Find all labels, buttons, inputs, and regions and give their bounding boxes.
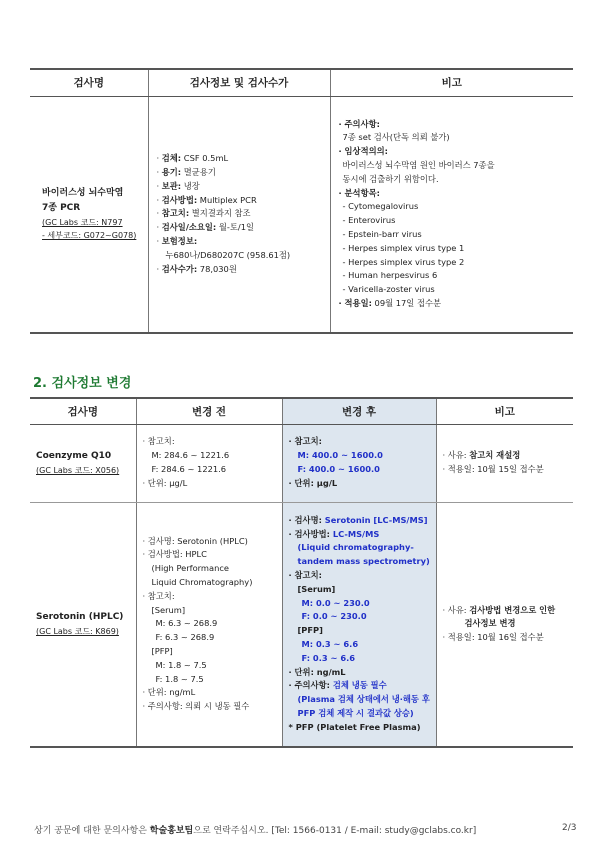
bullet: ·: [156, 222, 162, 233]
info-line: [157, 166, 322, 180]
after-value: M: 0.0 ~ 230.0: [301, 597, 370, 608]
after-value: PFP 검체 제작 시 결과값 상승): [297, 708, 414, 719]
after-line: [289, 583, 430, 597]
after-line: [289, 693, 430, 707]
info-label: 용기:: [161, 166, 182, 177]
note-line: 7종 set 검사(단독 의뢰 불가): [342, 132, 450, 143]
after-line: F: 400.0 ~ 1600.0: [297, 464, 380, 474]
test-name-cell: [30, 424, 136, 502]
before-line: · 주의사항: 의뢰 시 냉동 필수: [142, 701, 250, 712]
before-line: · 검사명: Serotonin (HPLC): [142, 535, 248, 546]
bullet: ·: [156, 263, 162, 274]
note-line: - Epstein-barr virus: [342, 229, 422, 240]
before-line: Liquid Chromatography): [151, 576, 253, 587]
after-label: · 단위: ng/mL: [288, 666, 346, 677]
table-row: [30, 502, 573, 747]
info-line: [157, 194, 322, 208]
test-name: 바이러스성 뇌수막염: [42, 188, 124, 199]
header-after: 변경 후: [282, 398, 436, 424]
remark-value: 검사정보 변경: [464, 618, 516, 629]
apply-label: · 적용일:: [338, 298, 372, 309]
after-value: F: 0.3 ~ 6.6: [301, 652, 356, 663]
bullet: ·: [156, 153, 162, 164]
before-line: (High Performance: [151, 563, 230, 574]
before-line: · 검사방법: HPLC: [142, 549, 207, 560]
note-line: - Enterovirus: [342, 215, 396, 226]
after-value: F: 0.0 ~ 230.0: [301, 611, 367, 622]
after-value: (Plasma 검체 상태에서 냉·해동 후: [297, 694, 430, 705]
after-label: · 검사명:: [288, 514, 325, 525]
header-test-name: 검사명: [30, 398, 136, 424]
note-line: - Cytomegalovirus: [342, 201, 419, 212]
bullet: ·: [156, 166, 162, 177]
after-line: [289, 707, 430, 721]
remark-cell: [436, 502, 573, 747]
info-line: [157, 180, 322, 194]
remark-label: · 사유:: [442, 450, 470, 461]
info-label: 참고치:: [161, 208, 190, 219]
remark-label: · 적용일: 10월 15일 접수분: [442, 464, 544, 474]
after-value: 검체 냉동 필수: [332, 680, 387, 691]
page-number: 2/3: [562, 823, 577, 833]
after-value: tandem mass spectrometry): [297, 556, 430, 567]
info-line: [157, 235, 322, 249]
before-cell: [136, 502, 282, 747]
before-line: F: 1.8 ~ 7.5: [155, 673, 204, 684]
before-line: · 단위: ng/mL: [142, 687, 196, 698]
apply-date-line: [339, 297, 566, 311]
info-label: 검사일/소요일:: [161, 222, 217, 233]
after-line: [289, 666, 430, 680]
test-name: Coenzyme Q10: [36, 451, 112, 461]
header-remarks: 비고: [436, 398, 573, 424]
after-cell: [282, 502, 436, 747]
note-line: 동시에 검출하기 위함이다.: [342, 173, 439, 184]
before-line: M: 284.6 ~ 1221.6: [151, 450, 230, 461]
info-value: 냉장: [181, 180, 200, 191]
after-line: [289, 624, 430, 638]
info-label: 검사방법:: [161, 194, 198, 205]
after-line: [289, 514, 430, 528]
header-test-info: 검사정보 및 검사수가: [148, 69, 330, 96]
after-line: [289, 638, 430, 652]
after-line: [289, 555, 430, 569]
bullet: ·: [156, 235, 162, 246]
remark-line: [443, 604, 568, 618]
info-line: [157, 263, 322, 277]
after-value: LC-MS/MS: [332, 528, 380, 539]
test-name: 7종 PCR: [42, 203, 81, 214]
info-value: 누680나/D680207C (958.61점): [165, 249, 291, 260]
footer-contact: 상기 공문에 대한 문의사항은 학술홍보팀으로 연락주십시오. [Tel: 1566-0131 / E-mail: study@gclabs.co.kr]: [34, 826, 477, 836]
before-line: M: 1.8 ~ 7.5: [155, 659, 207, 670]
test-code: (GC Labs 코드: N797: [42, 218, 123, 228]
before-cell: [136, 424, 282, 502]
bullet: ·: [156, 194, 162, 205]
test-name-cell: [30, 502, 136, 747]
after-label: · 검사방법:: [288, 528, 333, 539]
after-line: [289, 597, 430, 611]
info-value: 78,030원: [197, 263, 237, 274]
remark-cell: [436, 424, 573, 502]
note-line: · 주의사항:: [338, 118, 380, 129]
after-line: M: 400.0 ~ 1600.0: [297, 450, 383, 461]
after-line: [289, 569, 430, 583]
note-line: · 임상적의의:: [338, 146, 388, 157]
test-subcode: - 세부코드: G072~G078): [42, 231, 137, 241]
after-label: [PFP]: [297, 625, 323, 636]
remarks-cell: [330, 96, 573, 333]
after-label: · 참고치:: [288, 570, 322, 581]
remark-line: [443, 463, 568, 477]
remark-value: 참고치 재설정: [469, 450, 521, 461]
info-label: 검사수가:: [161, 263, 198, 274]
remark-label: · 적용일: 10월 16일 접수분: [442, 632, 544, 643]
after-line: [289, 721, 430, 735]
before-line: [PFP]: [151, 645, 173, 656]
after-value: (Liquid chromatography-: [297, 542, 414, 553]
test-name: Serotonin (HPLC): [36, 612, 124, 623]
header-before: 변경 전: [136, 398, 282, 424]
after-label: · 주의사항:: [288, 680, 333, 691]
info-label: 보관:: [161, 180, 182, 191]
note-line: 바이러스성 뇌수막염 원인 바이러스 7종을: [342, 160, 495, 171]
after-line: · 단위: μg/L: [288, 477, 338, 488]
after-line: · 참고치:: [288, 436, 322, 447]
header-remarks: 비고: [330, 69, 573, 96]
bullet: ·: [156, 208, 162, 219]
test-code: (GC Labs 코드: X056): [36, 466, 120, 475]
remark-line: [443, 631, 568, 645]
before-line: F: 6.3 ~ 268.9: [155, 632, 215, 643]
after-line: [289, 528, 430, 542]
info-label: 검체:: [161, 153, 182, 164]
info-line: [157, 221, 322, 235]
before-line: F: 284.6 ~ 1221.6: [151, 464, 227, 474]
remark-label: · 사유:: [442, 604, 470, 615]
test-info-table: [30, 68, 573, 334]
info-line: [157, 207, 322, 221]
info-value: 별지결과지 참조: [189, 208, 251, 219]
before-line: · 단위: μg/L: [142, 477, 188, 488]
info-value: 월-토/1일: [216, 222, 254, 233]
section-title: 2. 검사정보 변경: [33, 376, 132, 391]
test-code: (GC Labs 코드: K869): [36, 627, 119, 637]
info-line: [157, 249, 322, 263]
remark-line: [443, 617, 568, 631]
after-line: [289, 679, 430, 693]
before-line: M: 6.3 ~ 268.9: [155, 618, 218, 629]
test-change-table: [30, 397, 573, 748]
note-line: - Human herpesvirus 6: [342, 270, 438, 281]
note-line: · 분석항목:: [338, 187, 380, 198]
after-line: [289, 610, 430, 624]
note-line: - Herpes simplex virus type 1: [342, 242, 465, 253]
after-line: [289, 541, 430, 555]
info-line: [157, 152, 322, 166]
remark-value: 검사방법 변경으로 인한: [469, 604, 556, 615]
apply-value: 09월 17일 접수분: [371, 298, 442, 309]
header-test-name: 검사명: [30, 69, 148, 96]
before-line: · 참고치:: [142, 590, 175, 601]
info-value: 멸균용기: [181, 166, 216, 177]
info-value: CSF 0.5mL: [181, 153, 229, 164]
after-label: * PFP (Platelet Free Plasma): [288, 721, 421, 732]
table-row: [30, 424, 573, 502]
info-value: Multiplex PCR: [197, 194, 257, 205]
after-value: Serotonin [LC-MS/MS]: [324, 514, 428, 525]
info-label: 보험정보:: [161, 235, 198, 246]
note-line: - Varicella-zoster virus: [342, 284, 435, 295]
after-line: [289, 652, 430, 666]
after-cell: [282, 424, 436, 502]
before-line: [Serum]: [151, 604, 186, 615]
after-value: M: 0.3 ~ 6.6: [301, 639, 359, 650]
bullet: ·: [156, 180, 162, 191]
after-label: [Serum]: [297, 583, 336, 594]
remark-line: [443, 449, 568, 463]
test-name-cell: [30, 96, 148, 333]
test-info-cell: [148, 96, 330, 333]
note-line: - Herpes simplex virus type 2: [342, 256, 465, 267]
before-line: · 참고치:: [142, 436, 175, 447]
